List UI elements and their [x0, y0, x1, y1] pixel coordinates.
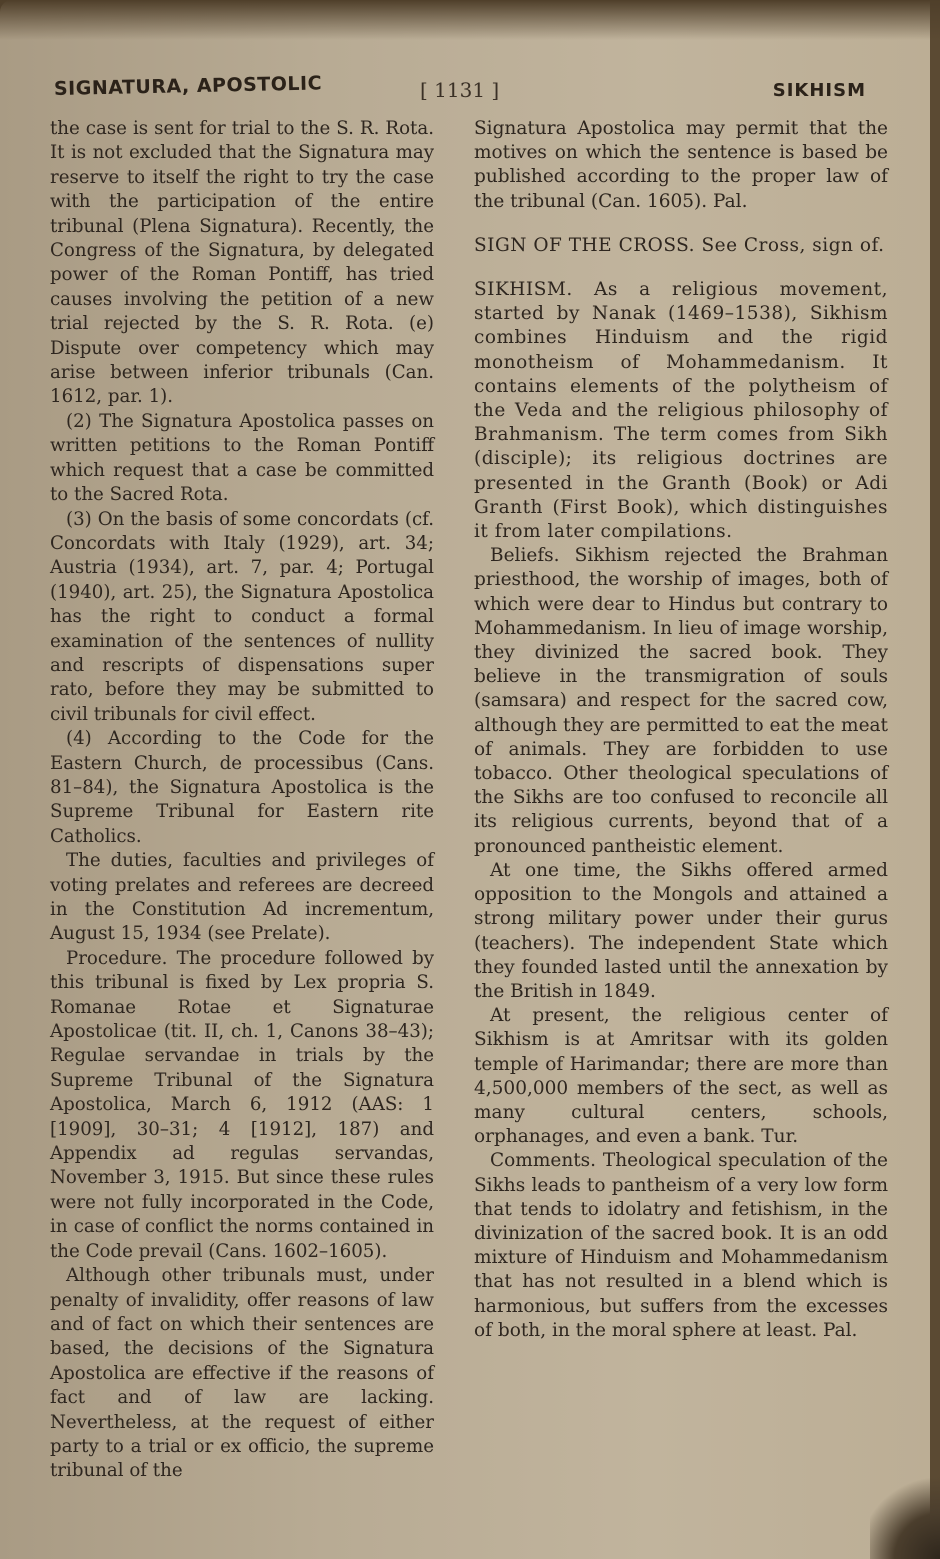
- paragraph: The duties, faculties and privileges of voting prelates and referees are decreed in the Constitution Ad incrementum, August 15, 1934 (see Prelate).: [50, 850, 434, 945]
- paragraph: the case is sent for trial to the S. R. Rota. It is not excluded that the Signatura may reserve to itself the right to try the case with the participation of the entire tribunal (Plena Signatura). Recently, the Congress of the Signatura, by delegated power of the Roman Pontiff, has tried causes involving the petition of a new trial rejected by the S. R. Rota. (e) Dispute over competency which may arise between inferior tribunals (Can. 1612, par. 1).: [50, 118, 434, 408]
- page-number: [ 1131 ]: [420, 78, 500, 102]
- paragraph: (3) On the basis of some concordats (cf. Concordats with Italy (1929), art. 34; Austria (1934), art. 7, par. 4; Portugal (1940), art. 25), the Signatura Apostolica has the right to conduct a formal examination of the sentences of nullity and rescripts of dispensations super rato, before they may be submitted to civil tribunals for civil effect.: [50, 508, 434, 725]
- paragraph-beliefs: Beliefs. Sikhism rejected the Brahman priesthood, the worship of images, both of which were dear to Hindus but contrary to Mohammedanism. In lieu of image worship, they divinized the sacred book. They believe in the transmigration of souls (samsara) and respect for the sacred cow, although they are permitted to eat the meat of animals. They are forbidden to use tobacco. Other theological speculations of the Sikhs are too confused to reconcile all its religious currents, beyond that of a pronounced pantheistic element.: [474, 545, 888, 857]
- header-right-title: SIKHISM: [772, 80, 866, 101]
- paragraph: (2) The Signatura Apostolica passes on written petitions to the Roman Pontiff which request that a case be committed to the Sacred Rota.: [50, 410, 434, 506]
- entry-sign-of-the-cross: SIGN OF THE CROSS. See Cross, sign of.: [474, 234, 885, 256]
- header-left-title: SIGNATURA, APOSTOLIC: [53, 72, 323, 100]
- book-edge-shadow: [0, 0, 940, 40]
- paragraph: At one time, the Sikhs offered armed opposition to the Mongols and attained a strong military power under their gurus (teachers). The independent State which they founded lasted until the annexation by the British in 1849.: [474, 859, 888, 1002]
- left-column: [50, 117, 434, 1484]
- right-column: [474, 117, 888, 1343]
- paragraph: Although other tribunals must, under penalty of invalidity, offer reasons of law and of fact on which their sentences are based, the decisions of the Signatura Apostolica are effective if the reasons of fact and of law are lacking. Nevertheless, at the request of either party to a trial or ex officio, the supreme tribunal of the: [50, 1265, 434, 1482]
- paragraph: At present, the religious center of Sikhism is at Amritsar with its golden temple of Harimandar; there are more than 4,500,000 members of the sect, as well as many cultural centers, schools, orphanages, and even a bank. Tur.: [474, 1005, 888, 1148]
- paragraph-procedure: Procedure. The procedure followed by this tribunal is fixed by Lex propria S. Romanae Rotae et Signaturae Apostolicae (tit. II, ch. 1, Canons 38–43); Regulae servandae in trials by the Supreme Tribunal of the Signatura Apostolica, March 6, 1912 (AAS: 1 [1909], 30–31; 4 [1912], 187) and Appendix ad regulas servandas, November 3, 1915. But since these rules were not fully incorporated in the Code, in case of conflict the norms contained in the Code prevail (Cans. 1602–1605).: [50, 947, 434, 1262]
- running-header: [54, 72, 866, 108]
- paragraph-comments: Comments. Theological speculation of the Sikhs leads to pantheism of a very low form that tends to idolatry and fetishism, in the divinization of the sacred book. It is an odd mixture of Hinduism and Mohammedanism that has not resulted in a blend which is harmonious, but suffers from the excesses of both, in the moral sphere at least. Pal.: [474, 1150, 888, 1341]
- entry-sikhism: SIKHISM. As a religious movement, started by Nanak (1469–1538), Sikhism combines Hinduism and the rigid monotheism of Mohammedanism. It contains elements of the polytheism of the Veda and the religious philosophy of Brahmanism. The term comes from Sikh (disciple); its religious doctrines are presented in the Granth (Book) or Adi Granth (First Book), which distinguishes it from later compilations.: [474, 279, 888, 543]
- paragraph: (4) According to the Code for the Eastern Church, de processibus (Cans. 81–84), the Signatura Apostolica is the Supreme Tribunal for Eastern rite Catholics.: [50, 728, 434, 847]
- paragraph: Signatura Apostolica may permit that the motives on which the sentence is based be published according to the proper law of the tribunal (Can. 1605). Pal.: [474, 118, 888, 212]
- book-corner-shadow: [870, 1469, 940, 1559]
